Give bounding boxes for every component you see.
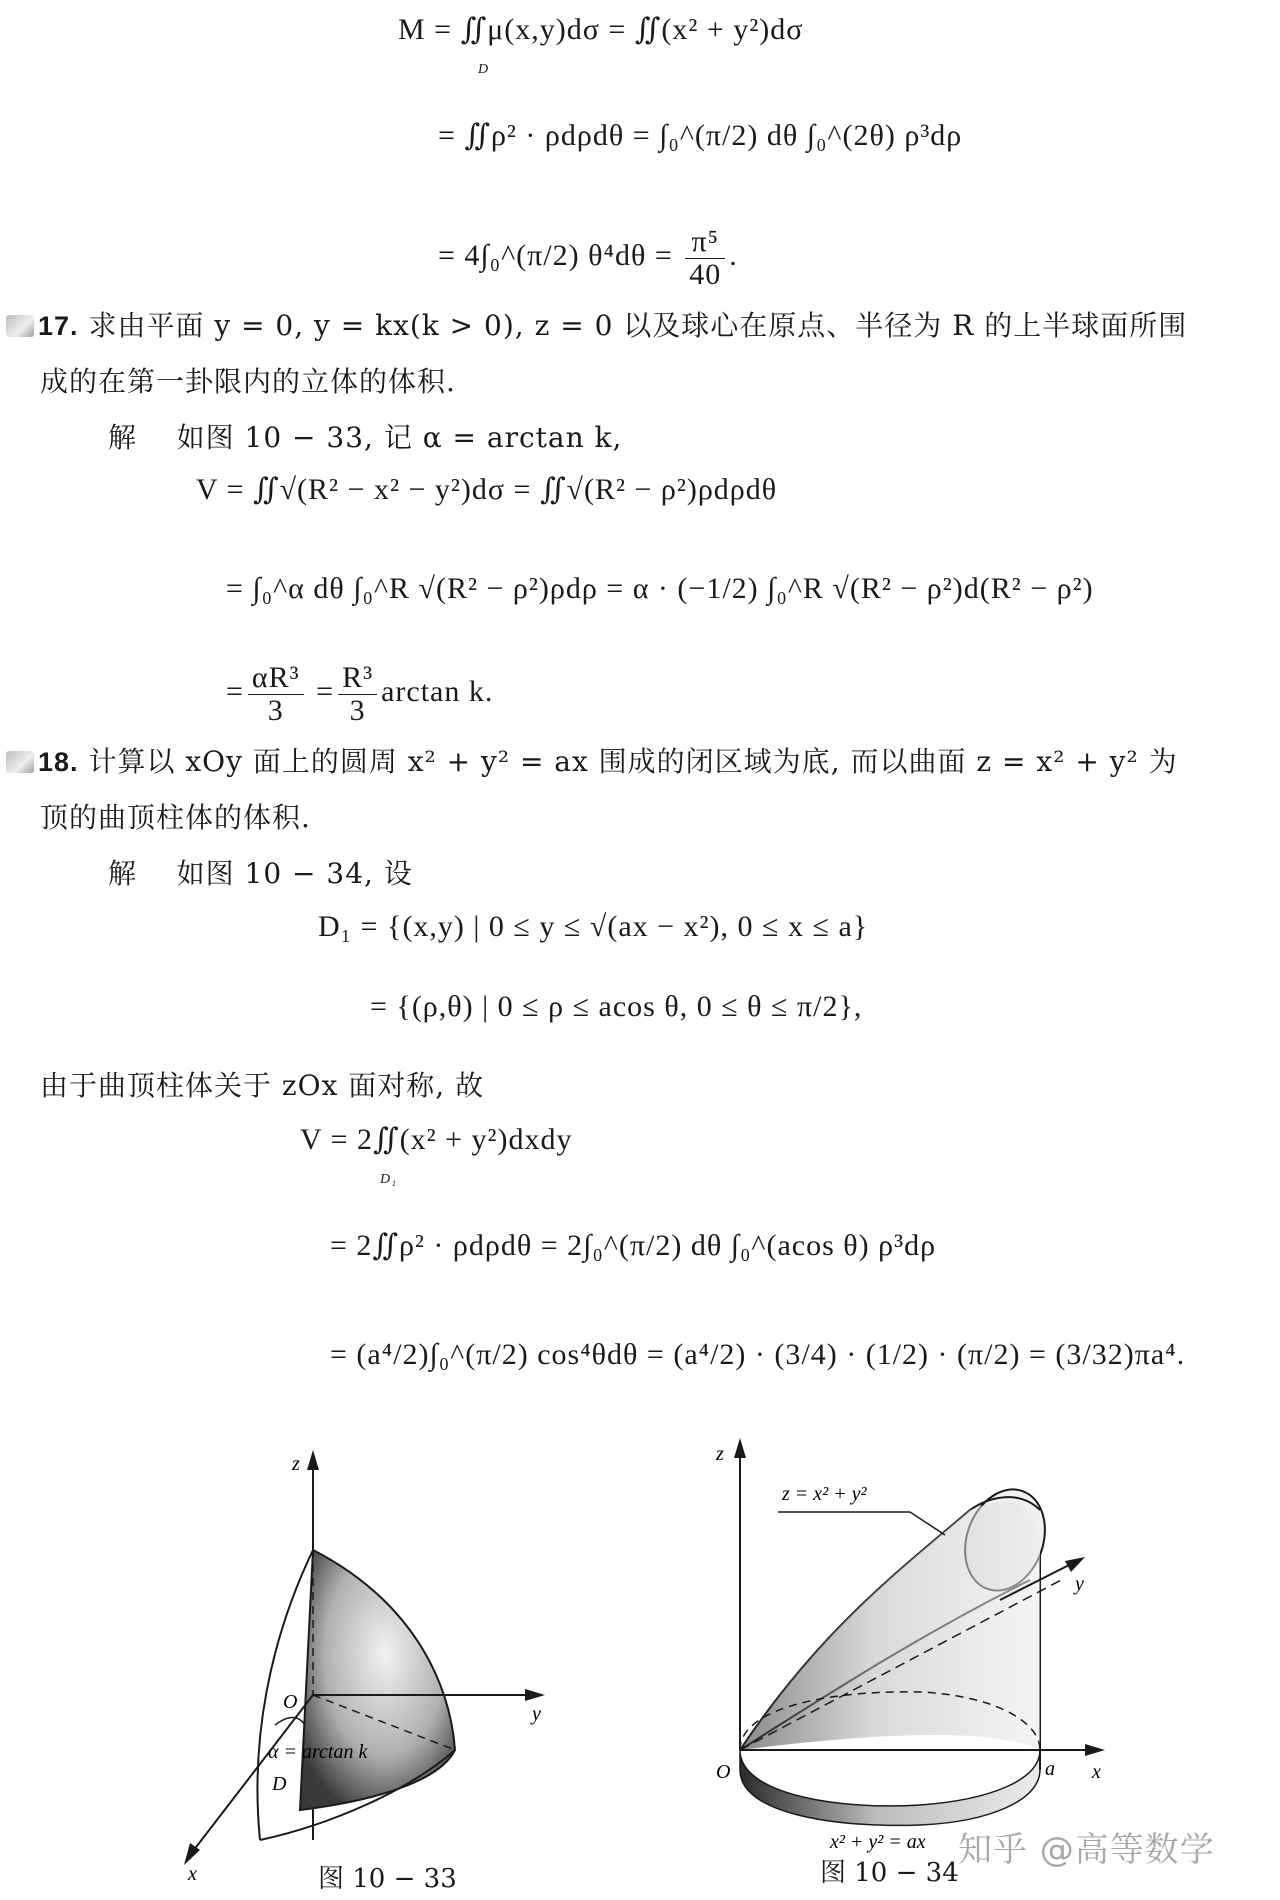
mass-eq-numerator: π⁵ [685, 226, 725, 259]
cylinder-base-band [740, 1750, 1040, 1825]
problem-18-v3: = (a⁴/2)∫₀^(π/2) cos⁴θdθ = (a⁴/2) · (3/4) · (1/2) · (π/2) = (3/32)πa⁴. [330, 1338, 1186, 1371]
fig33-label-y: y [532, 1703, 541, 1725]
figure-10-33-caption: 图 10 − 33 [318, 1864, 457, 1894]
figure-10-34 [700, 1430, 1120, 1860]
problem-17-solution-intro: 解 如图 10 − 33, 记 α = arctan k, [108, 421, 623, 454]
problem-18-v1: V = 2∬(x² + y²)dxdy [300, 1123, 573, 1156]
problem-18-d1-polar: = {(ρ,θ) | 0 ≤ ρ ≤ acos θ, 0 ≤ θ ≤ π/2}, [370, 990, 863, 1023]
z-axis-arrow-icon [307, 1450, 319, 1470]
surface-label-leader-tip [910, 1512, 945, 1535]
fig33-label-D: D [272, 1773, 287, 1795]
eq3-lhs-denominator: 3 [267, 693, 284, 727]
eq3-rhs-numerator: R³ [338, 662, 377, 695]
problem-17-text-1: 求由平面 y = 0, y = kx(k > 0), z = 0 以及球心在原点、半径为 R 的上半球面所围 [88, 309, 1188, 342]
y-axis-arrow-icon [525, 1689, 545, 1701]
problem-18-statement [6, 740, 1178, 780]
mass-eq-region: D [478, 62, 490, 77]
problem-17-eq1: V = ∬√(R² − x² − y²)dσ = ∬√(R² − ρ²)ρdρdθ [196, 473, 778, 506]
fig34-label-a: a [1045, 1758, 1055, 1780]
fig33-label-alpha: α = arctan k [268, 1741, 368, 1763]
fig33-label-z: z [292, 1453, 300, 1475]
problem-18-number: 18. [38, 747, 79, 777]
mass-eq-line1: M = ∬μ(x,y)dσ = ∬(x² + y²)dσ [398, 13, 804, 46]
watermark: 知乎 @高等数学 [958, 1830, 1215, 1870]
sphere-wedge-surface [300, 1550, 455, 1810]
problem-18-solution-intro: 解 如图 10 − 34, 设 [108, 857, 413, 890]
eq3-lhs-numerator: αR³ [248, 662, 304, 695]
fig34-label-x: x [1092, 1761, 1101, 1783]
problem-18-v1-region: D₁ [380, 1172, 397, 1187]
eq3-rhs-denominator: 3 [349, 693, 366, 727]
fig34-label-z: z [716, 1443, 724, 1465]
problem-17-eq3: = $\frac{\text{αR³}}{3}$ = $\frac{\text{R³}}{3}$ arctan k. [226, 661, 494, 727]
problem-18-d1-def: D₁ = {(x,y) | 0 ≤ y ≤ √(ax − x²), 0 ≤ x ≤ a} [318, 910, 869, 943]
problem-18-text-1: 计算以 xOy 面上的圆周 x² + y² = ax 围成的闭区域为底, 而以曲面 z = x² + y² 为 [88, 745, 1178, 778]
problem-bullet-icon [6, 751, 34, 773]
problem-18-symmetry-note: 由于曲顶柱体关于 zOx 面对称, 故 [40, 1069, 485, 1102]
x-axis-arrow-icon [1085, 1744, 1105, 1756]
solid-body [740, 1502, 1040, 1750]
problem-18-v2: = 2∬ρ² · ρdρdθ = 2∫₀^(π/2) dθ ∫₀^(acos θ) ρ³dρ [330, 1229, 937, 1262]
mass-eq-line2: = ∬ρ² · ρdρdθ = ∫₀^(π/2) dθ ∫₀^(2θ) ρ³dρ [438, 119, 963, 152]
problem-17-eq2: = ∫₀^α dθ ∫₀^R √(R² − ρ²)ρdρ = α · (−1/2) ∫₀^R √(R² − ρ²)d(R² − ρ²) [226, 572, 1094, 605]
z-axis-arrow-icon [734, 1438, 746, 1458]
problem-17-text-2: 成的在第一卦限内的立体的体积. [40, 365, 456, 398]
fig34-label-y: y [1075, 1573, 1084, 1595]
solution-label: 解 [108, 857, 138, 890]
y-axis-arrow-icon [1065, 1557, 1085, 1572]
figure-10-34-caption: 图 10 − 34 [820, 1858, 959, 1888]
problem-17-number: 17. [38, 311, 79, 341]
fig34-label-O: O [716, 1761, 731, 1783]
mass-eq-line3: = 4∫₀^(π/2) θ⁴dθ = $\frac{\text{π⁵}}{40}$ . [438, 225, 738, 291]
problem-17-statement [6, 304, 1187, 344]
mass-eq-denominator: 40 [689, 257, 722, 291]
fig33-label-x: x [188, 1863, 197, 1880]
fig33-label-O: O [283, 1691, 298, 1713]
problem-bullet-icon [6, 315, 34, 337]
fig34-label-surface: z = x² + y² [782, 1483, 867, 1505]
solution-label: 解 [108, 421, 138, 454]
figure-10-33 [180, 1440, 580, 1880]
problem-18-text-2: 顶的曲顶柱体的体积. [40, 801, 311, 834]
fig34-label-base: x² + y² = ax [830, 1831, 926, 1853]
